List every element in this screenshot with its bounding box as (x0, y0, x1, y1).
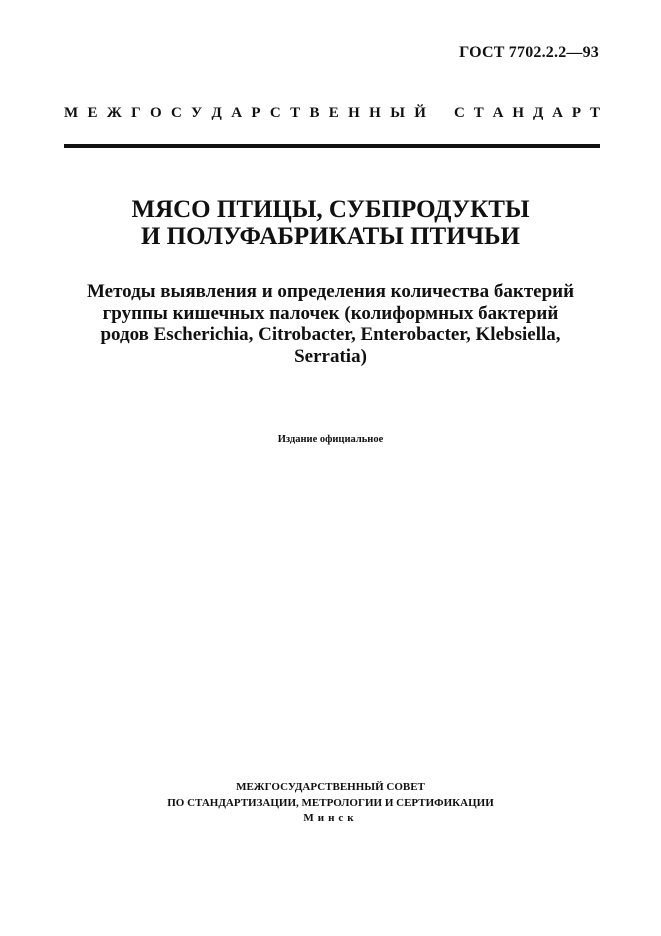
subtitle-line-2: группы кишечных палочек (колиформных бактерий (102, 302, 559, 324)
document-code: ГОСТ 7702.2.2—93 (459, 44, 599, 61)
title-line-2: И ПОЛУФАБРИКАТЫ ПТИЧЬИ (140, 223, 520, 250)
publisher-line-1: МЕЖГОСУДАРСТВЕННЫЙ СОВЕТ (236, 781, 425, 793)
standard-type-word-2: С Т А Н Д А Р Т (454, 105, 600, 121)
subtitle-line-3: родов Escherichia, Citrobacter, Enterobacter, Klebsiella, (100, 324, 561, 345)
publisher-line-2: ПО СТАНДАРТИЗАЦИИ, МЕТРОЛОГИИ И СЕРТИФИКАЦИИ (167, 796, 494, 809)
publisher-block (0, 780, 661, 827)
document-title (0, 196, 661, 250)
document-subtitle (40, 281, 621, 367)
subtitle-line-1: Методы выявления и определения количества бактерий (86, 281, 575, 302)
title-line-1: МЯСО ПТИЦЫ, СУБПРОДУКТЫ (131, 196, 530, 223)
standard-type-word-1: М Е Ж Г О С У Д А Р С Т В Е Н Н Ы Й (64, 105, 426, 121)
standard-type-heading (64, 105, 600, 122)
edition-note: Издание официальное (277, 434, 384, 445)
header-divider (64, 144, 600, 148)
publisher-city: Минск (303, 812, 358, 824)
subtitle-line-4: Serratia) (294, 345, 367, 367)
